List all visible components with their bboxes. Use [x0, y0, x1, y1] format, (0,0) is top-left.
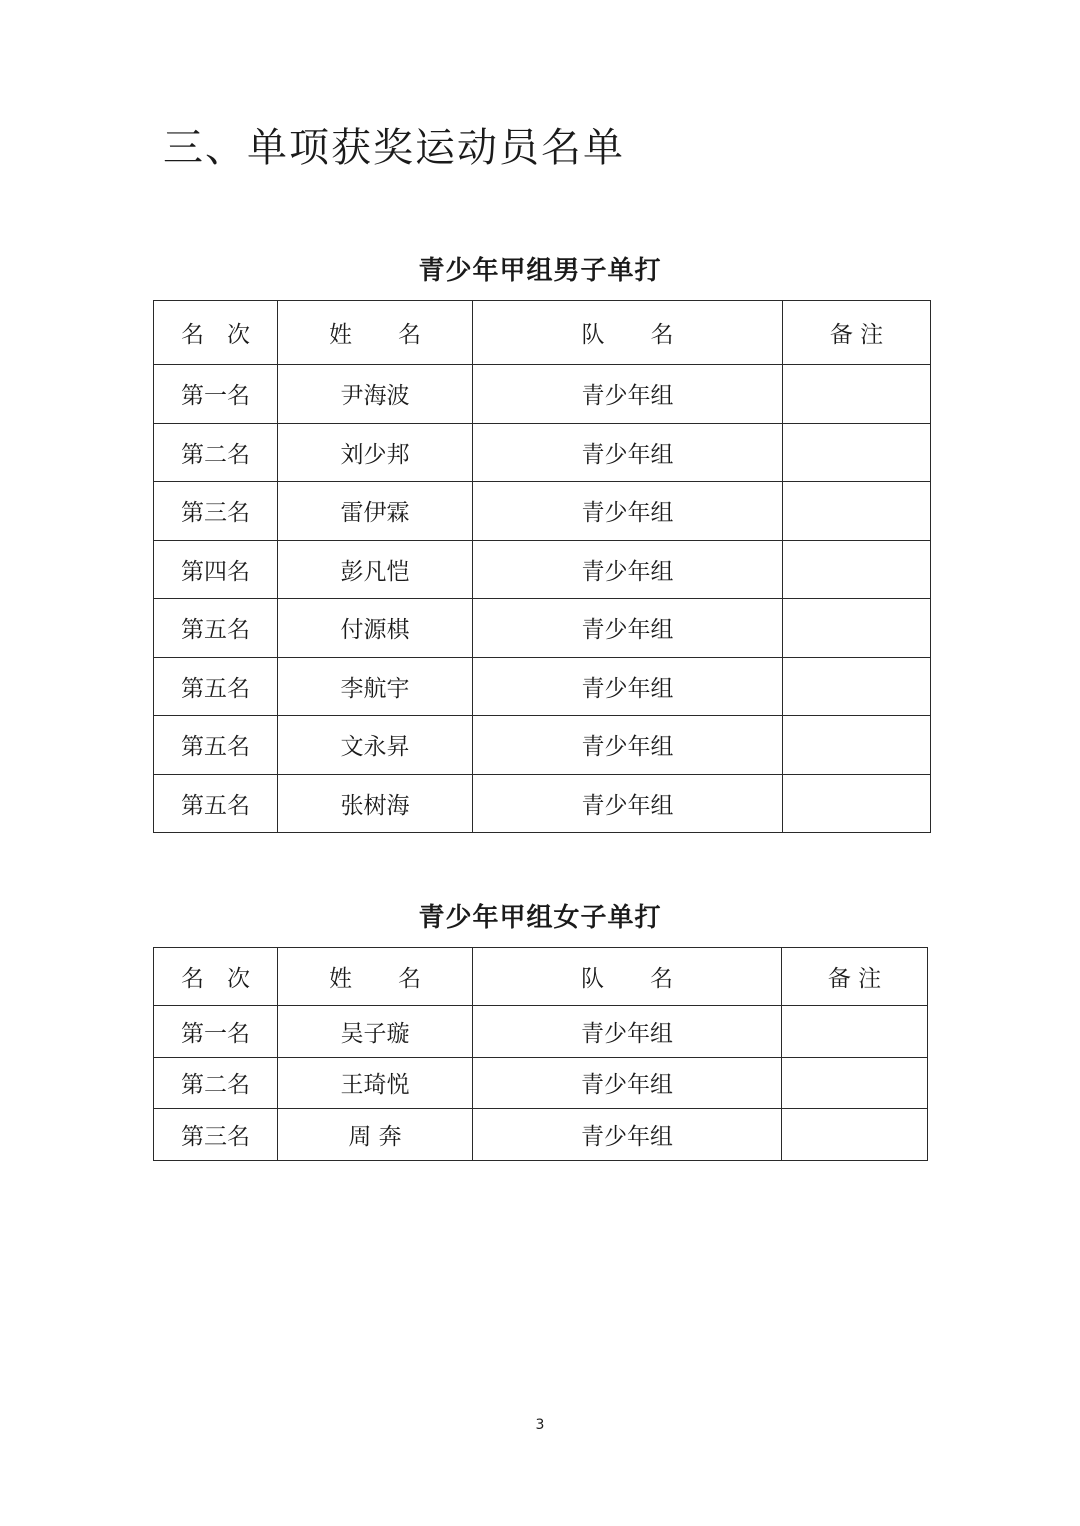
table-row: [154, 599, 931, 658]
cell-note: [783, 774, 931, 833]
table-row: [154, 1006, 928, 1058]
cell-rank: 第二名: [154, 423, 278, 482]
cell-name: 彭凡恺: [278, 540, 473, 599]
cell-team: 青少年组: [473, 657, 783, 716]
cell-note: [783, 482, 931, 541]
cell-note: [782, 1006, 928, 1058]
cell-rank: 第三名: [154, 1109, 278, 1161]
cell-name: 周 奔: [278, 1109, 473, 1161]
cell-team: 青少年组: [473, 1006, 782, 1058]
table-header-row: [154, 301, 931, 365]
cell-note: [782, 1057, 928, 1109]
cell-team: 青少年组: [473, 716, 783, 775]
cell-team: 青少年组: [473, 1057, 782, 1109]
cell-name: 雷伊霖: [278, 482, 473, 541]
cell-note: [783, 657, 931, 716]
table-row: [154, 365, 931, 424]
cell-team: 青少年组: [473, 423, 783, 482]
cell-rank: 第一名: [154, 365, 278, 424]
cell-rank: 第二名: [154, 1057, 278, 1109]
cell-team: 青少年组: [473, 540, 783, 599]
cell-note: [783, 540, 931, 599]
cell-name: 吴子璇: [278, 1006, 473, 1058]
cell-team: 青少年组: [473, 365, 783, 424]
cell-note: [783, 423, 931, 482]
header-note: 备 注: [783, 301, 931, 365]
cell-note: [783, 365, 931, 424]
header-team: 队 名: [473, 301, 783, 365]
cell-rank: 第五名: [154, 716, 278, 775]
table-row: [154, 1109, 928, 1161]
section-title: 三、单项获奖运动员名单: [163, 125, 625, 171]
cell-note: [783, 599, 931, 658]
cell-team: 青少年组: [473, 599, 783, 658]
cell-team: 青少年组: [473, 774, 783, 833]
cell-name: 文永昇: [278, 716, 473, 775]
header-name: 姓 名: [278, 948, 473, 1006]
cell-rank: 第三名: [154, 482, 278, 541]
header-rank: 名 次: [154, 301, 278, 365]
cell-note: [782, 1109, 928, 1161]
cell-name: 王琦悦: [278, 1057, 473, 1109]
page-number: 3: [535, 1417, 545, 1433]
header-name: 姓 名: [278, 301, 473, 365]
cell-team: 青少年组: [473, 1109, 782, 1161]
cell-name: 付源棋: [278, 599, 473, 658]
table-row: [154, 540, 931, 599]
table-caption-girls-singles: 青少年甲组女子单打: [418, 903, 662, 933]
cell-note: [783, 716, 931, 775]
cell-rank: 第一名: [154, 1006, 278, 1058]
cell-name: 刘少邦: [278, 423, 473, 482]
cell-rank: 第五名: [154, 599, 278, 658]
table-row: [154, 657, 931, 716]
cell-rank: 第五名: [154, 657, 278, 716]
table-row: [154, 1057, 928, 1109]
cell-rank: 第四名: [154, 540, 278, 599]
girls-singles-table: [153, 947, 928, 1161]
cell-name: 张树海: [278, 774, 473, 833]
table-row: [154, 774, 931, 833]
header-team: 队 名: [473, 948, 782, 1006]
cell-rank: 第五名: [154, 774, 278, 833]
table-row: [154, 716, 931, 775]
table-row: [154, 482, 931, 541]
header-rank: 名 次: [154, 948, 278, 1006]
cell-name: 李航宇: [278, 657, 473, 716]
header-note: 备 注: [782, 948, 928, 1006]
cell-name: 尹海波: [278, 365, 473, 424]
boys-singles-table: [153, 300, 931, 833]
table-header-row: [154, 948, 928, 1006]
table-caption-boys-singles: 青少年甲组男子单打: [418, 256, 662, 286]
cell-team: 青少年组: [473, 482, 783, 541]
table-row: [154, 423, 931, 482]
